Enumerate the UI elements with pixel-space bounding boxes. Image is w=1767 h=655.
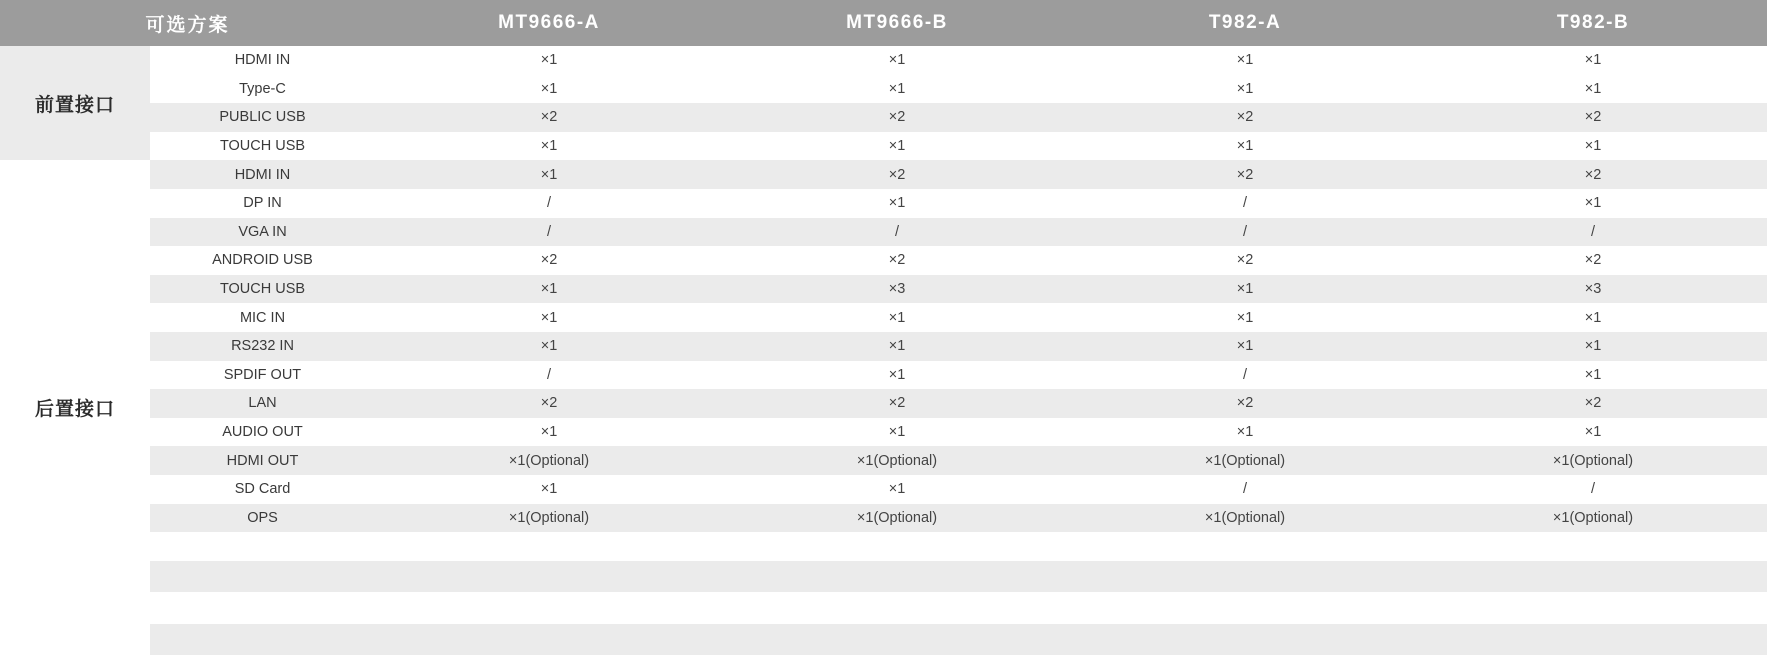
- row-value: ×1(Optional): [1071, 446, 1419, 475]
- row-value: ×1: [375, 332, 723, 361]
- row-value: [1071, 561, 1419, 593]
- row-value: /: [1071, 189, 1419, 218]
- table-row: [0, 75, 1767, 104]
- row-value: ×1: [1071, 418, 1419, 447]
- row-value: ×1(Optional): [723, 446, 1071, 475]
- row-label: SPDIF OUT: [150, 361, 375, 390]
- row-value: ×1: [375, 275, 723, 304]
- row-label: HDMI IN: [150, 46, 375, 75]
- row-value: ×1: [375, 75, 723, 104]
- row-value: /: [1071, 361, 1419, 390]
- row-value: /: [375, 189, 723, 218]
- row-value: [723, 624, 1071, 655]
- row-value: [723, 532, 1071, 561]
- row-value: ×2: [1071, 160, 1419, 189]
- table-row: [0, 132, 1767, 161]
- table-row: [0, 561, 1767, 593]
- row-value: ×1: [1419, 361, 1767, 390]
- row-label: Type-C: [150, 75, 375, 104]
- row-value: ×1: [723, 46, 1071, 75]
- table-row: [0, 532, 1767, 561]
- row-value: [1419, 592, 1767, 624]
- row-label: [150, 624, 375, 655]
- row-value: ×1: [1071, 303, 1419, 332]
- row-value: ×1: [723, 332, 1071, 361]
- row-value: ×1: [1419, 132, 1767, 161]
- row-value: [1071, 532, 1419, 561]
- row-value: ×1: [723, 418, 1071, 447]
- row-label: TOUCH USB: [150, 132, 375, 161]
- row-value: ×1(Optional): [723, 504, 1071, 533]
- row-label: PUBLIC USB: [150, 103, 375, 132]
- row-value: ×2: [1419, 389, 1767, 418]
- row-value: [1419, 532, 1767, 561]
- row-value: /: [1419, 218, 1767, 247]
- row-value: [375, 624, 723, 655]
- row-value: [1419, 624, 1767, 655]
- row-value: ×1: [723, 189, 1071, 218]
- row-value: /: [375, 361, 723, 390]
- row-value: /: [375, 218, 723, 247]
- header-title: 可选方案: [0, 0, 375, 46]
- row-label: [150, 561, 375, 593]
- table-header-row: [0, 0, 1767, 46]
- row-value: ×1: [1419, 189, 1767, 218]
- row-label: HDMI IN: [150, 160, 375, 189]
- row-label: [150, 592, 375, 624]
- row-value: [375, 532, 723, 561]
- row-value: ×1: [375, 46, 723, 75]
- row-value: ×3: [723, 275, 1071, 304]
- table-row: [0, 504, 1767, 533]
- table-row: [0, 246, 1767, 275]
- row-value: ×1: [1419, 303, 1767, 332]
- table-row: [0, 446, 1767, 475]
- table-row: [0, 592, 1767, 624]
- row-value: ×2: [1071, 103, 1419, 132]
- row-value: ×2: [723, 246, 1071, 275]
- row-value: /: [723, 218, 1071, 247]
- table-header: [0, 0, 1767, 46]
- table-row: [0, 332, 1767, 361]
- row-value: [723, 592, 1071, 624]
- row-label: HDMI OUT: [150, 446, 375, 475]
- row-value: ×1: [1419, 418, 1767, 447]
- row-value: ×1: [1419, 75, 1767, 104]
- row-value: ×2: [1419, 160, 1767, 189]
- table-row: [0, 418, 1767, 447]
- row-value: ×2: [1071, 389, 1419, 418]
- table-body: [0, 46, 1767, 655]
- row-value: ×1: [723, 475, 1071, 504]
- row-value: ×1(Optional): [1419, 504, 1767, 533]
- row-value: ×2: [375, 389, 723, 418]
- row-value: ×1: [723, 361, 1071, 390]
- row-label: AUDIO OUT: [150, 418, 375, 447]
- row-value: ×2: [375, 246, 723, 275]
- row-label: RS232 IN: [150, 332, 375, 361]
- table-row: [0, 189, 1767, 218]
- row-value: ×1: [1071, 132, 1419, 161]
- row-label: [150, 532, 375, 561]
- row-value: ×1(Optional): [375, 446, 723, 475]
- row-value: ×1: [375, 418, 723, 447]
- row-value: [723, 561, 1071, 593]
- row-value: /: [1419, 475, 1767, 504]
- header-column-4: T982-B: [1419, 0, 1767, 46]
- table-row: [0, 46, 1767, 75]
- row-value: [1419, 561, 1767, 593]
- row-value: ×1(Optional): [1071, 504, 1419, 533]
- row-value: ×2: [723, 103, 1071, 132]
- header-column-3: T982-A: [1071, 0, 1419, 46]
- header-column-1: MT9666-A: [375, 0, 723, 46]
- row-value: ×2: [1419, 246, 1767, 275]
- row-value: ×1: [723, 303, 1071, 332]
- table-row: [0, 275, 1767, 304]
- row-value: [1071, 592, 1419, 624]
- row-value: ×2: [723, 389, 1071, 418]
- row-value: ×1: [1071, 332, 1419, 361]
- row-value: ×1: [1419, 46, 1767, 75]
- row-label: LAN: [150, 389, 375, 418]
- row-value: ×1: [1071, 46, 1419, 75]
- table-row: [0, 389, 1767, 418]
- row-value: ×2: [723, 160, 1071, 189]
- row-label: DP IN: [150, 189, 375, 218]
- row-value: /: [1071, 475, 1419, 504]
- row-value: ×1: [1071, 275, 1419, 304]
- row-label: SD Card: [150, 475, 375, 504]
- table-row: [0, 103, 1767, 132]
- table-row: [0, 218, 1767, 247]
- row-value: ×2: [375, 103, 723, 132]
- row-value: ×1: [375, 160, 723, 189]
- table-row: [0, 361, 1767, 390]
- table-row: [0, 303, 1767, 332]
- row-value: [1071, 624, 1419, 655]
- row-label: TOUCH USB: [150, 275, 375, 304]
- row-value: ×1: [1071, 75, 1419, 104]
- table-row: [0, 160, 1767, 189]
- row-value: [375, 561, 723, 593]
- row-value: ×3: [1419, 275, 1767, 304]
- row-value: ×1: [375, 475, 723, 504]
- group-label-front: 前置接口: [0, 46, 150, 160]
- row-value: ×1: [1419, 332, 1767, 361]
- row-value: ×1: [723, 75, 1071, 104]
- row-value: ×1(Optional): [375, 504, 723, 533]
- row-label: ANDROID USB: [150, 246, 375, 275]
- row-label: MIC IN: [150, 303, 375, 332]
- row-label: VGA IN: [150, 218, 375, 247]
- row-value: ×2: [1071, 246, 1419, 275]
- row-label: OPS: [150, 504, 375, 533]
- row-value: ×1: [723, 132, 1071, 161]
- row-value: [375, 592, 723, 624]
- row-value: ×1: [375, 303, 723, 332]
- group-label-rear: 后置接口: [0, 160, 150, 655]
- row-value: ×2: [1419, 103, 1767, 132]
- row-value: /: [1071, 218, 1419, 247]
- row-value: ×1: [375, 132, 723, 161]
- table-row: [0, 475, 1767, 504]
- table-row: [0, 624, 1767, 655]
- header-column-2: MT9666-B: [723, 0, 1071, 46]
- row-value: ×1(Optional): [1419, 446, 1767, 475]
